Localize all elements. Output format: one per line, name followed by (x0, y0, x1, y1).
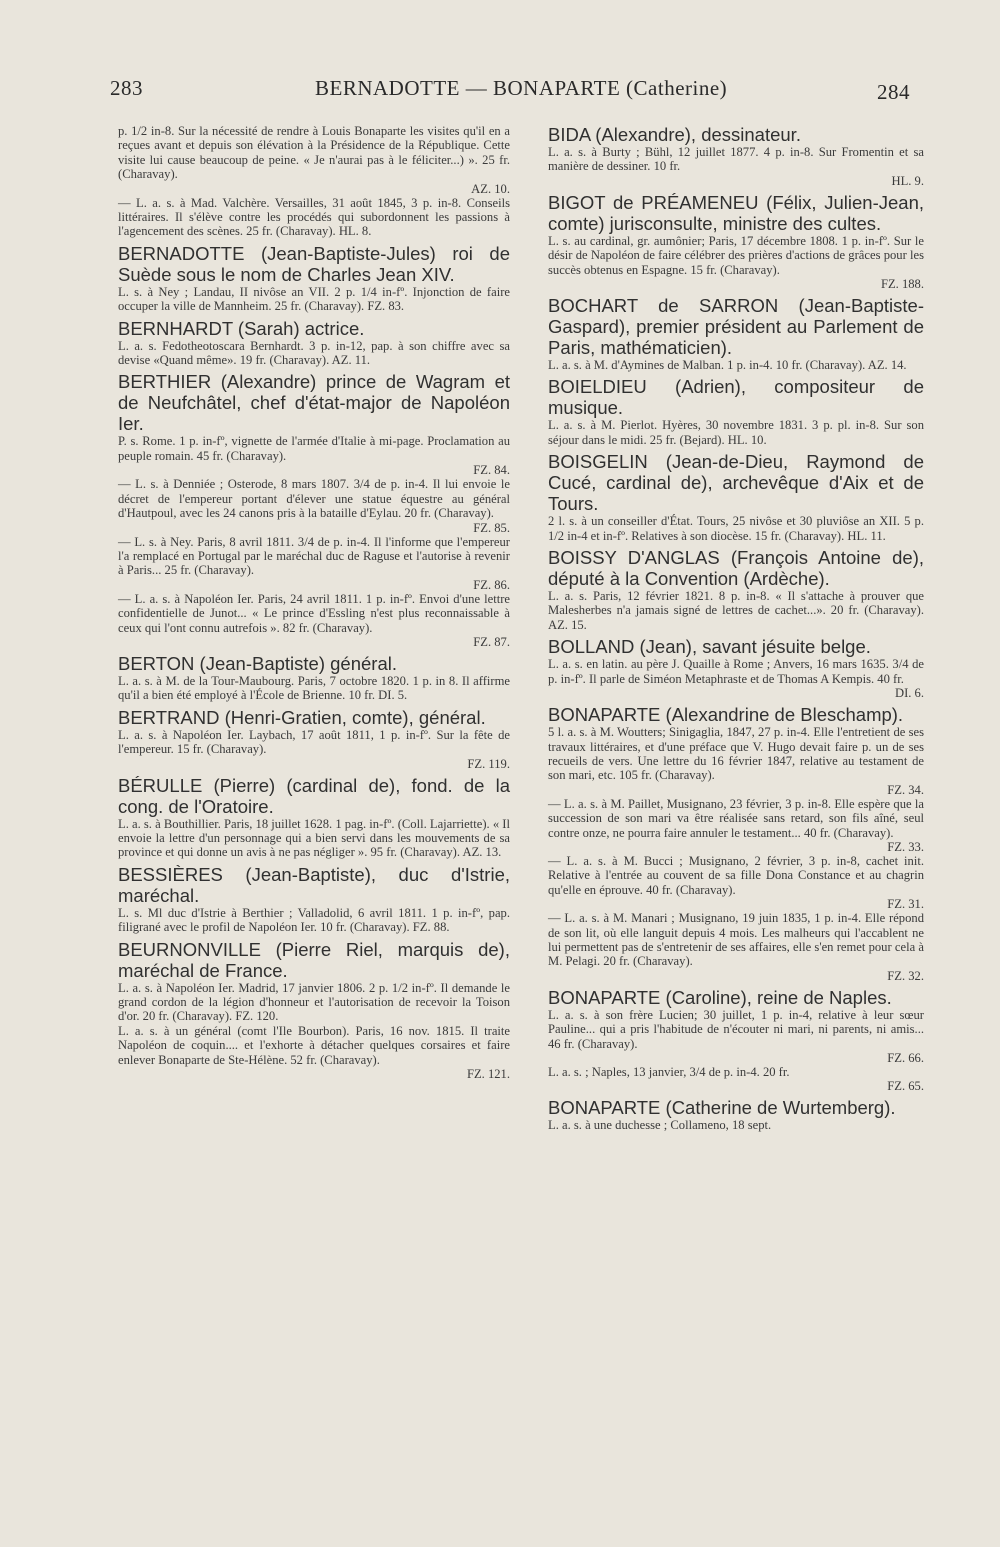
catalogue-entry (118, 653, 510, 703)
entry-text: L. a. s. à M. Pierlot. Hyères, 30 novembre 1831. 3 p. pl. in-8. Sur son séjour dans le midi. 25 fr. (Bejard). HL. 10. (548, 418, 924, 447)
entry-heading: BOIELDIEU (Adrien), compositeur de musique. (548, 376, 924, 419)
catalogue-entry (118, 243, 510, 314)
running-header (110, 76, 910, 106)
entry-heading: BOLLAND (Jean), savant jésuite belge. (548, 636, 871, 658)
entry-reference: HL. 9. (891, 173, 924, 188)
entry-text: p. 1/2 in-8. Sur la nécessité de rendre à Louis Bonaparte les visites qu'il en a reçues avant et depuis son élévation à la Présidence de la République. Cette visite lui cause beaucoup de peine. « Je n'aurai pas à le féliciter...) ». 25 fr. (Charavay). (118, 124, 510, 182)
entry-text: L. a. s. Paris, 12 février 1821. 8 p. in-8. « Il s'attache à prouver que Malesherbes n'a jamais signé de lettres de cachet...». 20 fr. (Charavay). AZ. 15. (548, 589, 924, 632)
catalogue-entry (548, 636, 924, 700)
entry-text: L. a. s. ; Naples, 13 janvier, 3/4 de p. in-4. 20 fr. (548, 1065, 790, 1079)
entry-heading: BONAPARTE (Caroline), reine de Naples. (548, 986, 892, 1008)
entry-text: L. a. s. à son frère Lucien; 30 juillet, 1 p. in-4, relative à leur sœur Pauline... qui a pris l'habitude de n'écouter ni mari, ni parents, ni amis... 46 fr. (Charavay). (548, 1007, 924, 1051)
entry-reference: FZ. 86. (473, 577, 510, 592)
entry-text: P. s. Rome. 1 p. in-fº, vignette de l'armée d'Italie à mi-page. Proclamation au peuple romain. 45 fr. (Charavay). (118, 434, 510, 463)
entry-heading: BERNHARDT (Sarah) actrice. (118, 317, 365, 339)
catalogue-entry (118, 318, 510, 368)
entry-reference: FZ. 87. (473, 634, 510, 649)
entry-reference: FZ. 31. (887, 897, 924, 912)
running-title: BERNADOTTE — BONAPARTE (Catherine) (315, 76, 728, 100)
entry-text: 2 l. s. à un conseiller d'État. Tours, 25 nivôse et 30 pluviôse an XII. 5 p. 1/2 in-4 et in-fº. Relatives à son diocèse. 15 fr. (Charavay). HL. 11. (548, 514, 924, 543)
entry-text: L. s. Ml duc d'Istrie à Berthier ; Valladolid, 6 avril 1811. 1 p. in-fº, pap. filigrané avec le profil de Napoléon Ier. 10 fr. (Charavay). FZ. 88. (118, 905, 510, 935)
entry-text: L. a. s. en latin. au père J. Quaille à Rome ; Anvers, 16 mars 1635. 3/4 de p. in-fº. Il parle de Siméon Metaphraste et de Thomas A Kempis. 40 fr. (548, 657, 924, 686)
entry-heading: BONAPARTE (Catherine de Wurtemberg). (548, 1097, 896, 1119)
entry-reference: DI. 6. (894, 686, 924, 701)
entry-reference: FZ. 121. (466, 1067, 510, 1082)
entry-text: L. a. s. à M. d'Aymines de Malban. 1 p. in-4. 10 fr. (Charavay). AZ. 14. (548, 358, 907, 373)
entry-text: — L. a. s. à M. Manari ; Musignano, 19 juin 1835, 1 p. in-4. Elle répond de son lit, où elle languit depuis 4 mois. Les malheurs qui l'accablent ne lui permettent pas de s'entretenir de ses affaires, elle s'en remet pour cela à M. Pelagi. 20 fr. (Charavay). (548, 911, 924, 969)
entry-text: — L. a. s. à Napoléon Ier. Paris, 24 avril 1811. 1 p. in-fº. Envoi d'une lettre confidentielle de Junot... « Le prince d'Essling n'est plus reconnaissable à ceux qui l'ont connu autrefois ». 82 fr. (Charavay). (118, 591, 510, 635)
entry-reference: FZ. 119. (467, 756, 510, 771)
entry-text: L. a. s. à un général (comt l'Ile Bourbon). Paris, 16 nov. 1815. Il traite Napoléon de coquin.... et l'exhorte à détacher quelques corsaires et faire enlever Bonaparte de Ste-Hélène. 52 fr. (Charavay). (118, 1023, 510, 1067)
entry-text: L. a. s. Fedotheotoscara Bernhardt. 3 p. in-12, pap. à son chiffre avec sa devise «Quand même». 19 fr. (Charavay). AZ. 11. (118, 338, 510, 368)
left-column (118, 124, 510, 1085)
entry-heading: BOISSY D'ANGLAS (François Antoine de), député à la Convention (Ardèche). (548, 547, 924, 590)
catalogue-entry (118, 371, 510, 648)
catalogue-entry (118, 775, 510, 860)
catalogue-entry (548, 451, 924, 543)
entry-text: — L. a. s. à Mad. Valchère. Versailles, 31 août 1845, 3 p. in-8. Conseils littéraires. Il s'élève contre les procédés qui subordonnent les passions à l'agencement des scènes. 25 fr. (Charavay). HL. 8. (118, 195, 510, 239)
entry-text: — L. s. à Ney. Paris, 8 avril 1811. 3/4 de p. in-4. Il l'informe que l'empereur l'a remplacé en Portugal par le maréchal duc de Raguse et l'autorise à revenir à Paris... 25 fr. (Charavay). (118, 534, 510, 578)
catalogue-entry (548, 987, 924, 1094)
entry-text: L. s. au cardinal, gr. aumônier; Paris, 17 décembre 1808. 1 p. in-fº. Sur le désir de Napoléon de faire célébrer des prières d'actions de grâces pour les succès obtenus en Espagne. 15 fr. (Charavay). (548, 233, 924, 277)
page-number-right: 284 (877, 80, 910, 104)
catalogue-entry (548, 547, 924, 632)
entry-text: L. s. à Ney ; Landau, II nivôse an VII. 2 p. 1/4 in-fº. Injonction de faire occuper la ville de Mannheim. 25 fr. (Charavay). FZ. 83. (118, 284, 510, 314)
entry-heading: BERTON (Jean-Baptiste) général. (118, 652, 397, 674)
entry-text: L. a. s. à Bouthillier. Paris, 18 juillet 1628. 1 pag. in-fº. (Coll. Lajarriette). « Il envoie la lettre d'un personnage qui a bien servi dans les mouvements de sa province et qui donne un avis à ne pas négliger ». 95 fr. (Charavay). AZ. 13. (118, 816, 510, 860)
entry-text: 5 l. a. s. à M. Woutters; Sinigaglia, 1847, 27 p. in-4. Elle l'entretient de ses travaux littéraires, et d'une préface que V. Hugo devait faire p. un de ses recueils de vers. Une lettre du 16 février 1847, relative au testament de son mari, etc. 105 fr. (Charavay). (548, 725, 924, 783)
catalogue-entry (118, 939, 510, 1081)
entry-heading: BIGOT de PRÉAMENEU (Félix, Julien-Jean, comte) jurisconsulte, ministre des cultes. (548, 191, 924, 234)
entry-heading: BERNADOTTE (Jean-Baptiste-Jules) roi de Suède sous le nom de Charles Jean XIV. (118, 242, 510, 285)
entry-reference: FZ. 34. (887, 782, 924, 797)
entry-text: L. a. s. à une duchesse ; Collameno, 18 sept. (548, 1118, 772, 1133)
entry-heading: BEURNONVILLE (Pierre Riel, marquis de), maréchal de France. (118, 938, 510, 981)
entry-text: — L. a. s. à M. Bucci ; Musignano, 2 février, 3 p. in-8, cachet init. Relative à l'entrée au couvent de sa fille Dona Constance et au chagrin qu'elle en éprouve. 40 fr. (Charavay). (548, 853, 924, 897)
catalogue-entry (548, 376, 924, 447)
catalogue-entry (118, 124, 510, 239)
entry-text: L. a. s. à Burty ; Bühl, 12 juillet 1877. 4 p. in-8. Sur Fromentin et sa manière de dessiner. 10 fr. (548, 145, 924, 174)
entry-text: L. a. s. à Napoléon Ier. Madrid, 17 janvier 1806. 2 p. 1/2 in-fº. Il demande le grand cordon de la légion d'honneur et l'autorisation de recevoir la Toison d'or. 20 fr. (Charavay). FZ. 120. (118, 980, 510, 1024)
entry-heading: BESSIÈRES (Jean-Baptiste), duc d'Istrie, maréchal. (118, 863, 510, 906)
catalogue-entry (548, 295, 924, 372)
catalogue-entry (118, 864, 510, 935)
entry-reference: FZ. 32. (887, 968, 924, 983)
entry-heading: BOISGELIN (Jean-de-Dieu, Raymond de Cucé, cardinal de), archevêque d'Aix et de Tours. (548, 451, 924, 515)
entry-reference: FZ. 66. (887, 1051, 924, 1065)
entry-reference: FZ. 84. (473, 463, 510, 478)
catalogue-entry (548, 1097, 924, 1132)
entry-heading: BERTHIER (Alexandre) prince de Wagram et de Neufchâtel, chef d'état-major de Napoléon Ier. (118, 371, 510, 435)
entry-reference: FZ. 85. (473, 520, 510, 535)
entry-text: L. a. s. à M. de la Tour-Maubourg. Paris, 7 octobre 1820. 1 p. in 8. Il affirme qu'il a bien été employé à l'École de Brienne. 10 fr. DI. 5. (118, 673, 510, 703)
entry-heading: BONAPARTE (Alexandrine de Bleschamp). (548, 704, 904, 726)
entry-reference: AZ. 10. (471, 181, 510, 196)
entry-reference: FZ. 33. (887, 839, 924, 854)
right-column (548, 124, 924, 1137)
entry-text: — L. a. s. à M. Paillet, Musignano, 23 février, 3 p. in-8. Elle espère que la succession de son mari va être réalisée sans retard, son fils aîné, seul contre onze, ne pourra faire annuler le testament... 40 fr. (Charavay). (548, 796, 924, 840)
entry-heading: BERTRAND (Henri-Gratien, comte), général. (118, 706, 486, 728)
catalogue-entry (548, 192, 924, 291)
entry-reference: FZ. 65. (887, 1079, 924, 1094)
entry-heading: BIDA (Alexandre), dessinateur. (548, 124, 801, 145)
entry-heading: BOCHART de SARRON (Jean-Baptiste-Gaspard), premier président au Parlement de Paris, mathématicien). (548, 295, 924, 359)
catalogue-entry (118, 707, 510, 771)
entry-text: — L. s. à Denniée ; Osterode, 8 mars 1807. 3/4 de p. in-4. Il lui envoie le décret de l'empereur portant d'élever une statue équestre au général d'Hautpoul, avec les 24 canons pris à la bataille d'Eylau. 20 fr. (Charavay). (118, 477, 510, 521)
entry-reference: FZ. 188. (880, 277, 924, 292)
entry-text: L. a. s. à Napoléon Ier. Laybach, 17 août 1811, 1 p. in-fº. Sur la fête de l'empereur. 15 fr. (Charavay). (118, 727, 510, 757)
catalogue-entry (548, 124, 924, 188)
page-number-left: 283 (110, 76, 143, 100)
entry-heading: BÉRULLE (Pierre) (cardinal de), fond. de la cong. de l'Oratoire. (118, 774, 510, 817)
catalogue-entry (548, 704, 924, 983)
